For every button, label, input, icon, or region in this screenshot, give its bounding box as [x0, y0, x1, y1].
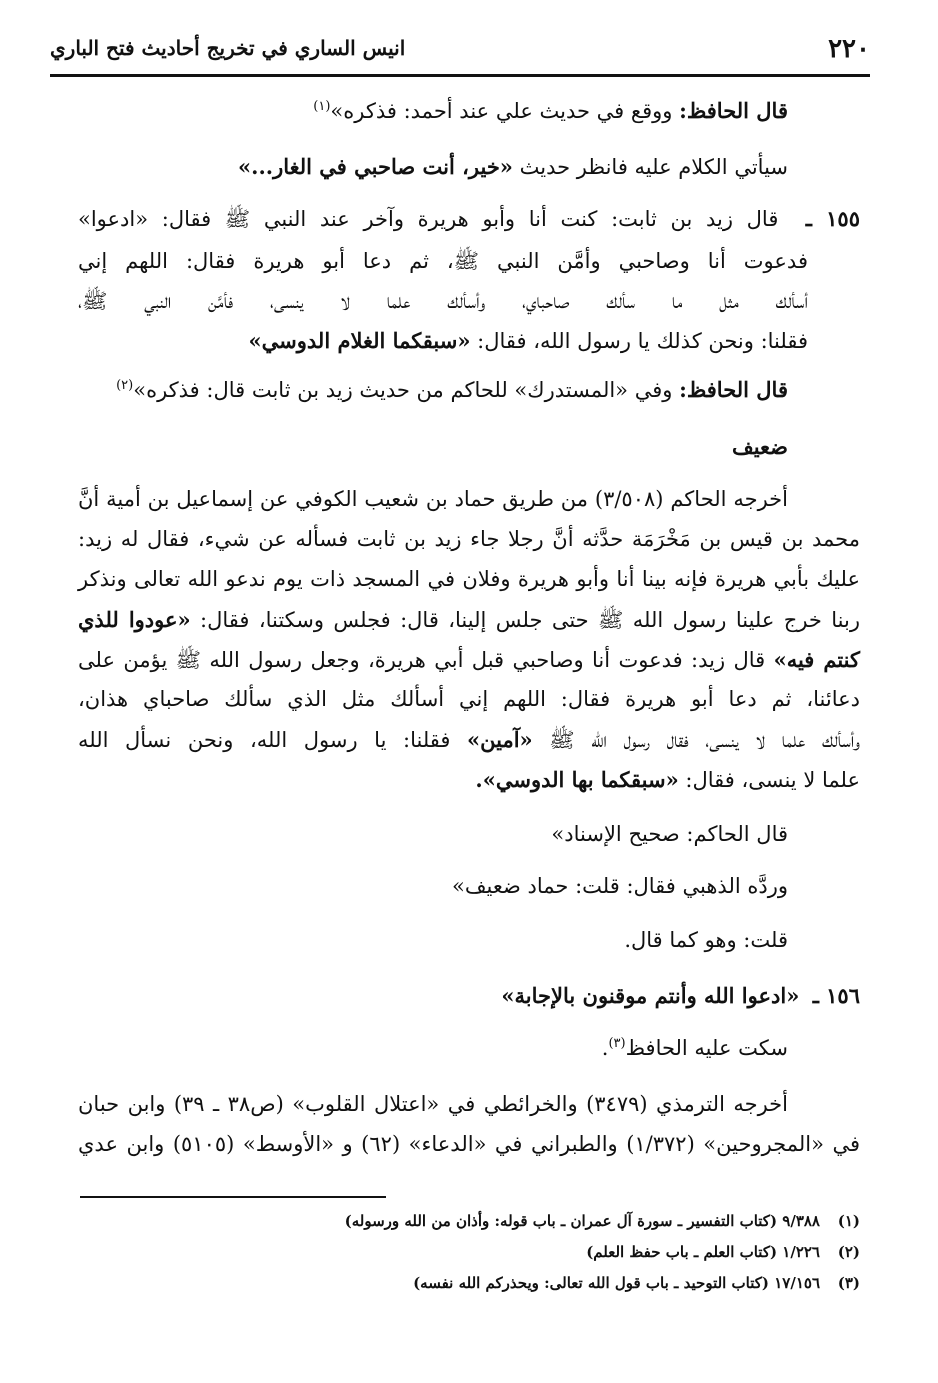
takhrij-156-line-2: في «المجروحين» (١/٣٧٢) والطبراني في «الدعاء» (٦٢) و «الأوسط» (٥١٠٥) وابن عدي [78, 1132, 861, 1156]
takhrij-line-1: أخرجه الحاكم (٣/٥٠٨) من طريق حماد بن شعيب الكوفي عن إسماعيل بن أمية أنَّ [78, 487, 788, 511]
hadith-156-line: ١٥٦ ـ «ادعوا الله وأنتم موقنون بالإجابة» [501, 983, 860, 1008]
takhrij-line-5: كنتم فيه» قال زيد: فدعوت أنا وصاحبي قبل أبي هريرة، وجعل رسول الله ﷺ يؤمن على [78, 647, 860, 672]
hadith-155-line-3: أسألك مثل ما سألك صاحباي، وأسألك علما لا ينسى، فأمَّن النبي ﷺ، [78, 289, 808, 313]
header-rule [50, 74, 870, 77]
hafiz-remark-2: قال الحافظ: وفي «المستدرك» للحاكم من حديث زيد بن ثابت قال: فذكره»$^{(٢)}$ [116, 377, 788, 402]
hadith-number-156: ١٥٦ ـ [812, 983, 860, 1008]
takhrij-line-3: عليك بأبي هريرة فإنه بينا أنا وأبو هريرة وفلان في المسجد ذات يوم ندعو الله تعالى ونذكر [78, 567, 860, 591]
page-number: ٢٢٠ [828, 34, 870, 64]
hakim-verdict: قال الحاكم: صحيح الإسناد» [551, 822, 788, 846]
hadith-grade: ضعيف [731, 434, 788, 459]
takhrij-line-6: دعائنا، ثم دعا أبو هريرة فقال: اللهم إني أسألك مثل الذي سألك صاحباي هذان، [78, 687, 860, 711]
takhrij-156-line-1: أخرجه الترمذي (٣٤٧٩) والخرائطي في «اعتلال القلوب» (ص٣٨ ـ ٣٩) وابن حبان [78, 1092, 788, 1116]
hadith-number-155: ١٥٥ ـ [805, 206, 860, 231]
book-title: انيس الساري في تخريج أحاديث فتح الباري [50, 36, 406, 60]
takhrij-line-8: علما لا ينسى، فقال: «سبقكما بها الدوسي». [475, 767, 860, 792]
cross-reference-line: سيأتي الكلام عليه فانظر حديث «خير، أنت صاحبي في الغار...» [238, 154, 788, 179]
hadith-155-line-2: فدعوت أنا وصاحبي وأمَّن النبي ﷺ، ثم دعا أبو هريرة فقال: اللهم إني [78, 249, 808, 273]
footnote-ref-3[interactable]: (٣) [608, 1036, 626, 1051]
footnote-2: (٢)١/٢٢٦ (كتاب العلم ـ باب حفظ العلم) [586, 1243, 860, 1261]
takhrij-line-7: وأسألك علما لا ينسى، فقال رسول الله ﷺ «آمين» فقلنا: يا رسول الله، ونحن نسأل الله [78, 727, 860, 752]
author-verdict: قلت: وهو كما قال. [624, 928, 788, 952]
hadith-155-line-1: ١٥٥ ـ قال زيد بن ثابت: كنت أنا وأبو هريرة وآخر عند النبي ﷺ فقال: «ادعوا» [78, 206, 860, 231]
dhahabi-verdict: وردَّه الذهبي فقال: قلت: حماد ضعيف» [451, 874, 788, 898]
footnote-separator [80, 1196, 386, 1198]
hadith-155-line-4: فقلنا: ونحن كذلك يا رسول الله، فقال: «سبقكما الغلام الدوسي» [248, 328, 808, 353]
hafiz-silence-line: سكت عليه الحافظ$^{(٣)}$. [601, 1036, 788, 1060]
hafiz-remark-1: قال الحافظ: ووقع في حديث علي عند أحمد: فذكره»$^{(١)}$ [313, 98, 788, 123]
footnote-ref-2[interactable]: (٢) [116, 378, 134, 393]
takhrij-line-2: محمد بن قيس بن مَخْرَمَة حدَّثه أنَّ رجلا جاء زيد بن ثابت فسأله عن شيء، فقال له زيد: [78, 527, 860, 551]
footnote-3: (٣)١٧/١٥٦ (كتاب التوحيد ـ باب قول الله تعالى: ويحذركم الله نفسه) [413, 1274, 860, 1292]
footnote-1: (١)٩/٣٨٨ (كتاب التفسير ـ سورة آل عمران ـ باب قوله: وأذان من الله ورسوله) [344, 1212, 860, 1230]
footnote-ref-1[interactable]: (١) [313, 99, 331, 114]
running-header [50, 28, 870, 74]
takhrij-line-4: ربنا خرج علينا رسول الله ﷺ حتى جلس إلينا، قال: فجلس وسكتنا، فقال: «عودوا للذي [78, 607, 860, 632]
